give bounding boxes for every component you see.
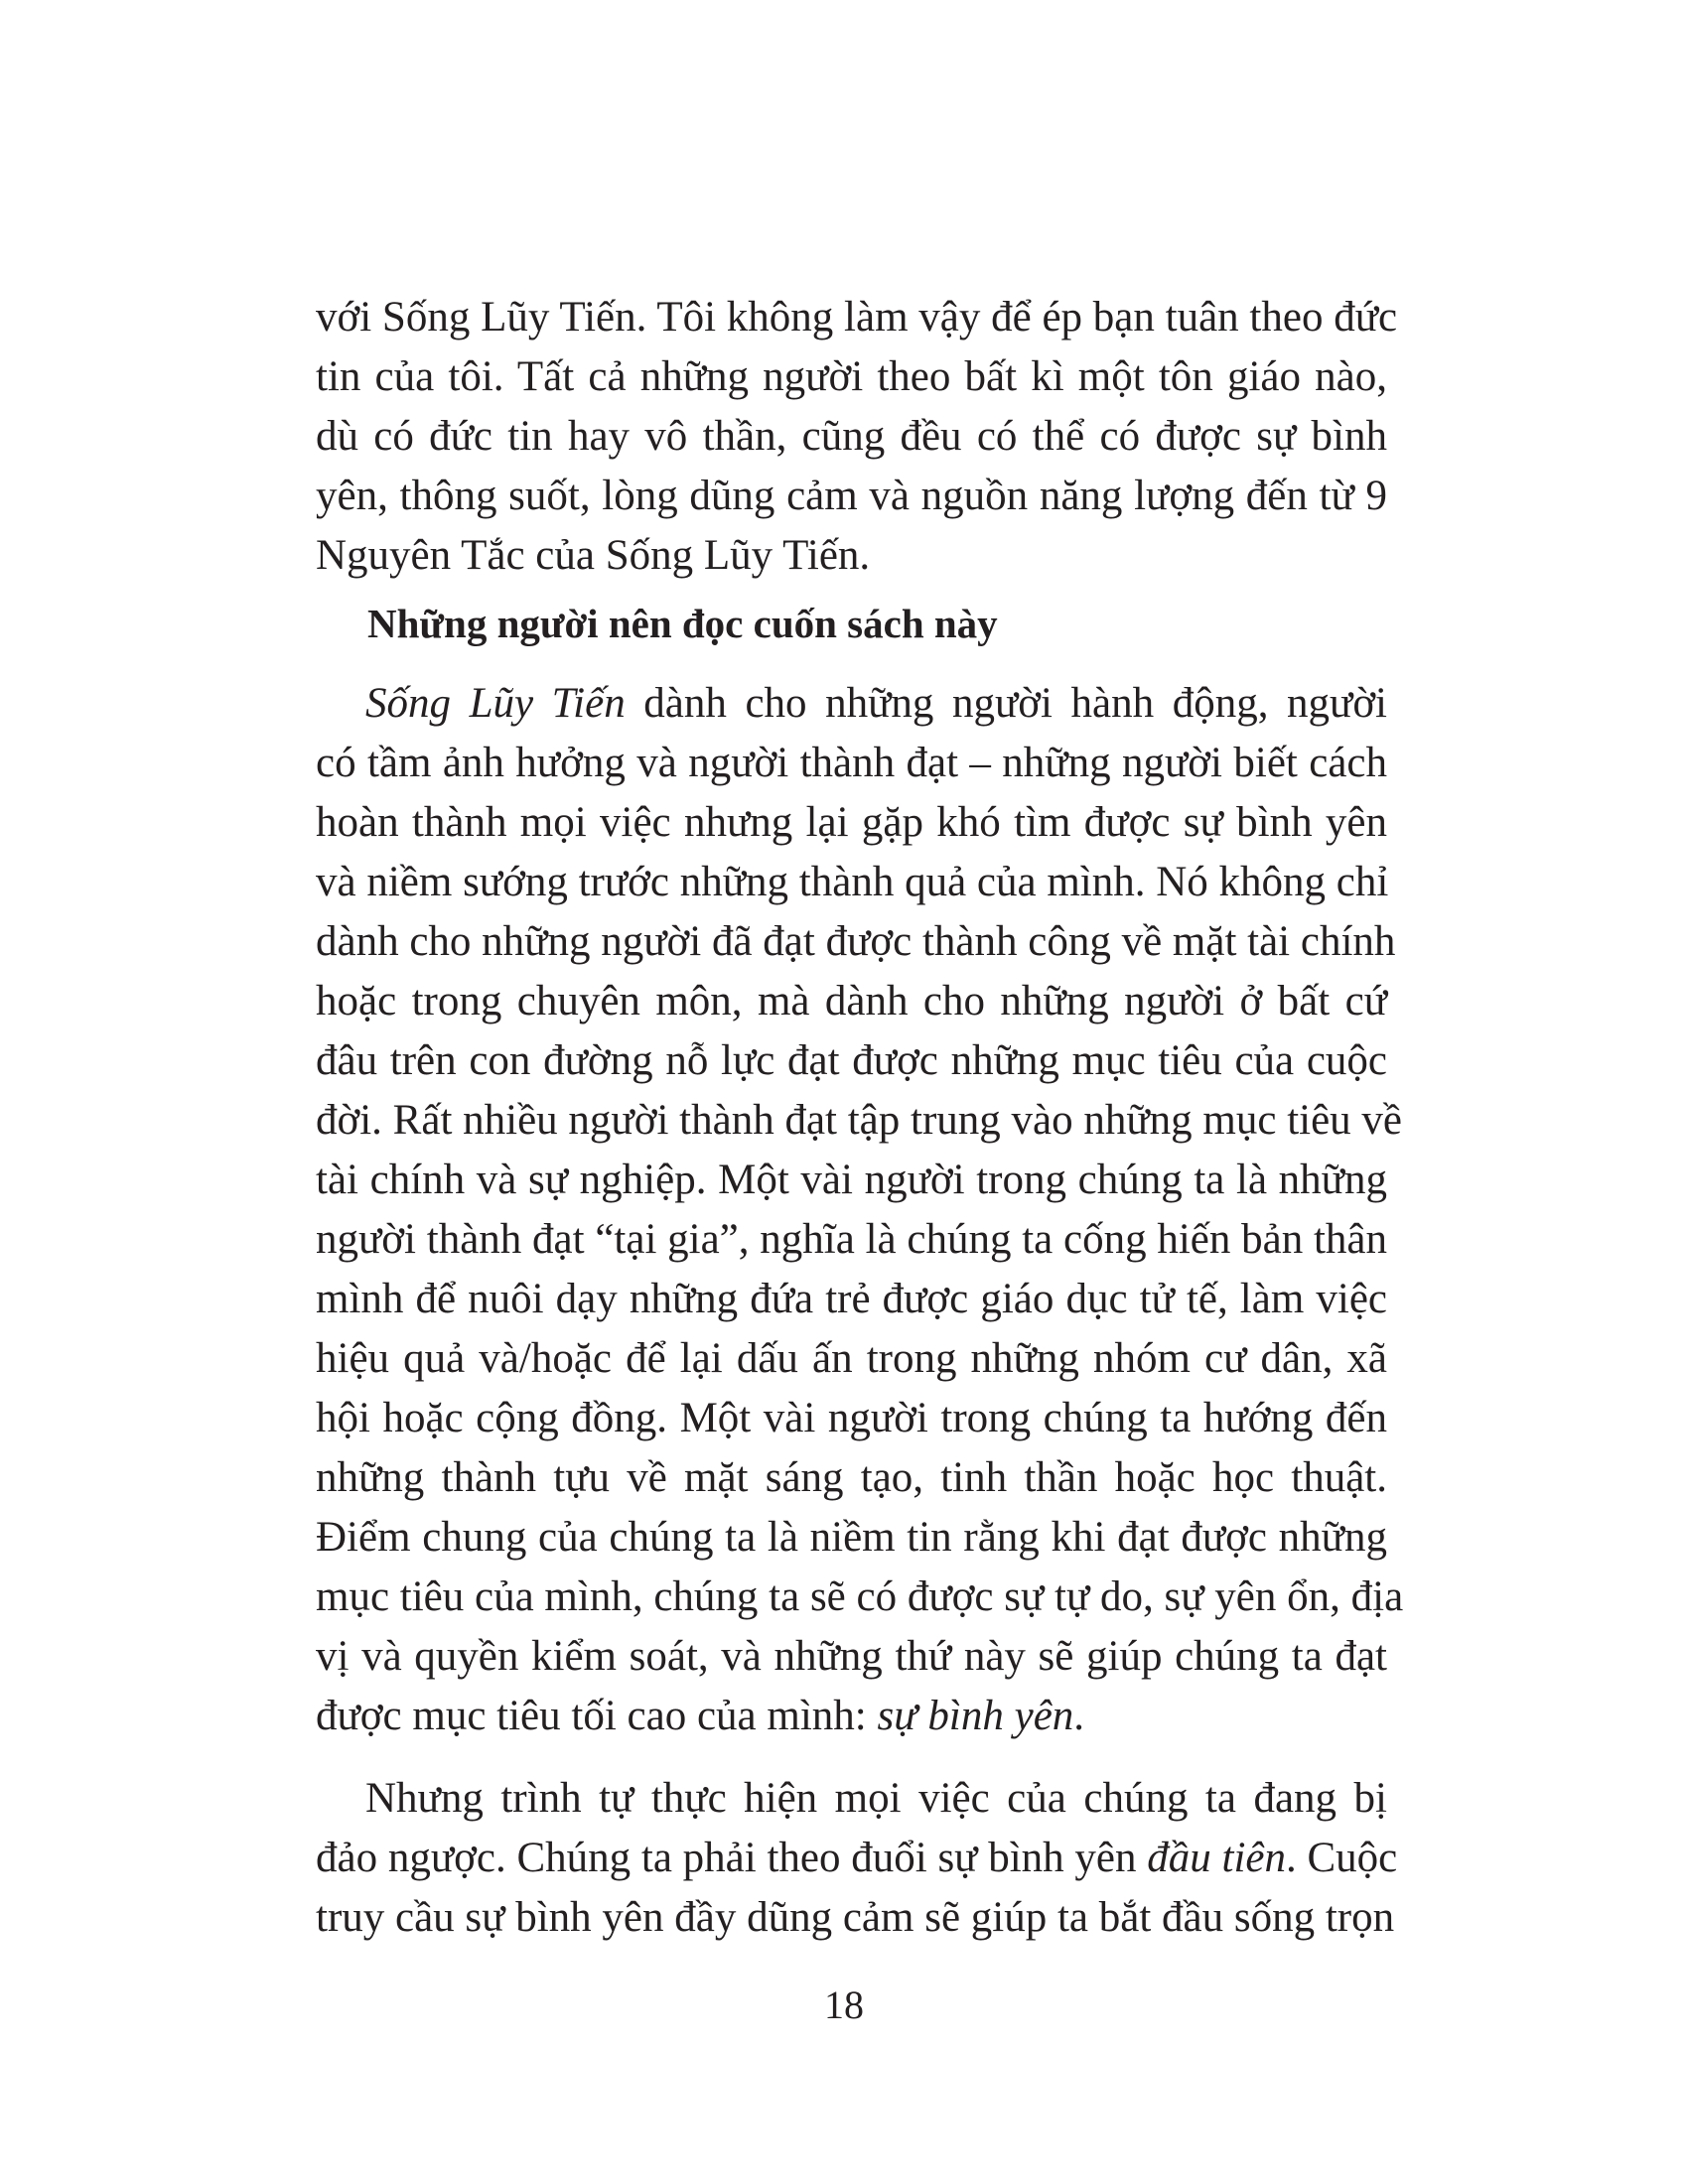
text-fragment: . [1073, 1693, 1085, 1739]
page-number: 18 [824, 1982, 864, 2027]
paragraph-audience [316, 674, 1404, 1746]
emphasis-italic: đầu tiên [1147, 1835, 1286, 1881]
text-line: người thành đạt “tại gia”, nghĩa là chúng ta cống hiến bản thân [316, 1216, 1387, 1263]
text-line: tài chính và sự nghiệp. Một vài người trong chúng ta là những [316, 1157, 1387, 1203]
text-line-first [316, 674, 1387, 734]
text-line: tin của tôi. Tất cả những người theo bất kì một tôn giáo nào, [316, 353, 1387, 400]
text-fragment: dành cho những người hành động, người [625, 680, 1387, 727]
text-line: Nguyên Tắc của Sống Lũy Tiến. [316, 532, 871, 579]
text-line-first: Nhưng trình tự thực hiện mọi việc của chúng ta đang bị [365, 1775, 1387, 1822]
emphasis-italic: sự bình yên [877, 1693, 1074, 1739]
text-line: đời. Rất nhiều người thành đạt tập trung vào những mục tiêu về [316, 1097, 1403, 1144]
text-line: đâu trên con đường nỗ lực đạt được những mục tiêu của cuộc [316, 1037, 1387, 1084]
text-line: truy cầu sự bình yên đầy dũng cảm sẽ giúp ta bắt đầu sống trọn [316, 1894, 1395, 1941]
text-fragment: được mục tiêu tối cao của mình: [316, 1693, 878, 1739]
text-line: mình để nuôi dạy những đứa trẻ được giáo dục tử tế, làm việc [316, 1276, 1387, 1322]
book-title-italic: Sống Lũy Tiến [365, 680, 626, 727]
text-line: hiệu quả và/hoặc để lại dấu ấn trong những nhóm cư dân, xã [316, 1335, 1387, 1382]
paragraph-order [316, 1769, 1398, 1948]
text-line: dành cho những người đã đạt được thành công về mặt tài chính [316, 918, 1396, 965]
text-line-last [316, 1687, 1387, 1746]
section-heading: Những người nên đọc cuốn sách này [367, 601, 998, 646]
text-line: Điểm chung của chúng ta là niềm tin rằng khi đạt được những [316, 1514, 1387, 1561]
text-fragment: đảo ngược. Chúng ta phải theo đuổi sự bình yên [316, 1835, 1148, 1881]
text-line [316, 1829, 1398, 1888]
text-line: có tầm ảnh hưởng và người thành đạt – những người biết cách [316, 740, 1387, 786]
text-line: hội hoặc cộng đồng. Một vài người trong chúng ta hướng đến [316, 1395, 1387, 1441]
text-line: và niềm sướng trước những thành quả của mình. Nó không chỉ [316, 859, 1389, 905]
text-line: mục tiêu của mình, chúng ta sẽ có được sự tự do, sự yên ổn, địa [316, 1573, 1404, 1620]
text-line: với Sống Lũy Tiến. Tôi không làm vậy để ép bạn tuân theo đức [316, 294, 1398, 341]
text-line: những thành tựu về mặt sáng tạo, tinh thần hoặc học thuật. [316, 1454, 1387, 1501]
text-line: yên, thông suốt, lòng dũng cảm và nguồn năng lượng đến từ 9 [316, 473, 1387, 519]
text-line: vị và quyền kiểm soát, và những thứ này sẽ giúp chúng ta đạt [316, 1633, 1387, 1680]
text-line: hoặc trong chuyên môn, mà dành cho những người ở bất cứ [316, 978, 1387, 1024]
paragraph-continued [316, 288, 1398, 586]
text-line: dù có đức tin hay vô thần, cũng đều có thể có được sự bình [316, 413, 1387, 460]
text-fragment: . Cuộc [1286, 1835, 1398, 1881]
text-line: hoàn thành mọi việc nhưng lại gặp khó tìm được sự bình yên [316, 799, 1387, 846]
